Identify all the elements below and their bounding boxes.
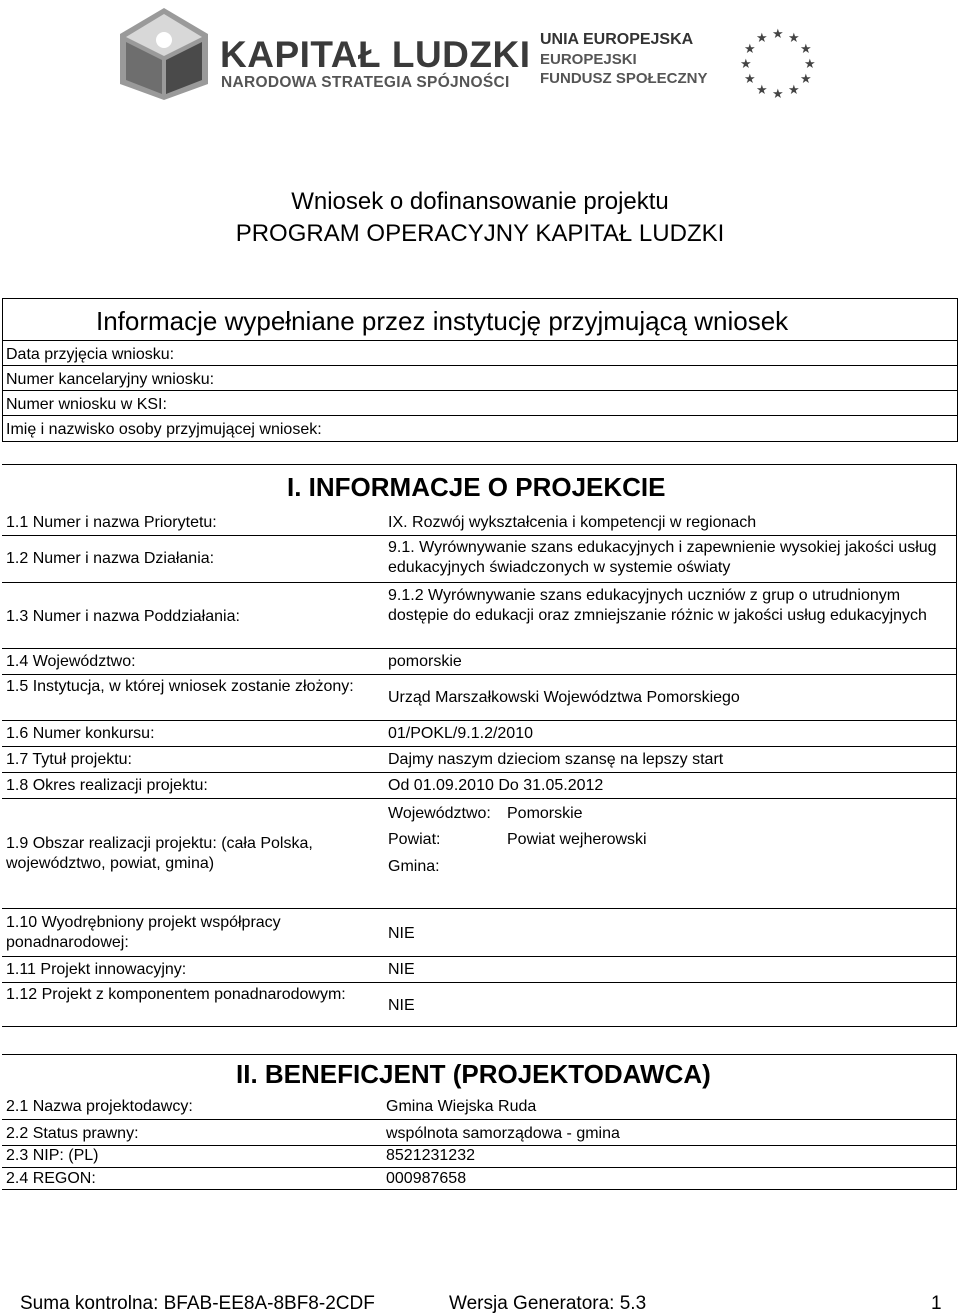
- footer-checksum: Suma kontrolna: BFAB-EE8A-8BF8-2CDF: [20, 1293, 375, 1314]
- field-1-2-label: 1.2 Numer i nazwa Działania:: [6, 550, 215, 567]
- ue-line-1: UNIA EUROPEJSKA: [540, 31, 694, 48]
- section1-heading: I. INFORMACJE O PROJEKCIE: [287, 472, 666, 502]
- svg-text:★: ★: [788, 31, 800, 46]
- field-1-3-label: 1.3 Numer i nazwa Poddziałania:: [6, 608, 240, 625]
- field-1-2-value: 9.1. Wyrównywanie szans edukacyjnych i zapewnienie wysokiej jakości usług edukacyjnych świadczonych w systemie oświaty: [388, 539, 937, 576]
- field-1-1-value: IX. Rozwój wykształcenia i kompetencji w regionach: [388, 514, 757, 531]
- field-1-9-pow-value: Powiat wejherowski: [507, 831, 647, 848]
- field-2-4-label: 2.4 REGON:: [6, 1170, 96, 1187]
- field-1-7-label: 1.7 Tytuł projektu:: [6, 751, 132, 768]
- field-1-10-value: NIE: [388, 925, 415, 942]
- field-1-1-label: 1.1 Numer i nazwa Priorytetu:: [6, 514, 217, 531]
- eu-flag-icon: [720, 22, 836, 102]
- document-title-line1: Wniosek o dofinansowanie projektu: [291, 188, 669, 215]
- svg-text:★: ★: [772, 27, 784, 42]
- footer-generator: Wersja Generatora: 5.3: [449, 1293, 647, 1314]
- field-1-8-value: Od 01.09.2010 Do 31.05.2012: [388, 777, 604, 794]
- field-1-9-gmi-label: Gmina:: [388, 858, 440, 875]
- svg-text:★: ★: [744, 42, 756, 57]
- svg-text:★: ★: [804, 57, 816, 72]
- field-1-10-label: 1.10 Wyodrębniony projekt współpracy ponadnarodowej:: [6, 914, 281, 951]
- svg-text:★: ★: [800, 42, 812, 57]
- svg-text:★: ★: [800, 72, 812, 87]
- field-1-12-label: 1.12 Projekt z komponentem ponadnarodowym:: [6, 986, 346, 1003]
- field-1-9-woj-value: Pomorskie: [507, 805, 583, 822]
- ue-line-2: EUROPEJSKI: [540, 51, 637, 68]
- field-1-6-value: 01/POKL/9.1.2/2010: [388, 725, 533, 742]
- field-1-5-value: Urząd Marszałkowski Województwa Pomorskiego: [388, 689, 740, 706]
- kapital-ludzki-title: KAPITAŁ LUDZKI: [220, 34, 531, 75]
- kapital-ludzki-subtitle: NARODOWA STRATEGIA SPÓJNOŚCI: [221, 74, 510, 91]
- intake-row: Imię i nazwisko osoby przyjmującej wniosek:: [6, 421, 322, 438]
- svg-text:★: ★: [740, 57, 752, 72]
- field-1-12-value: NIE: [388, 997, 415, 1014]
- footer-page-number: 1: [931, 1293, 942, 1314]
- document-title-line2: PROGRAM OPERACYJNY KAPITAŁ LUDZKI: [235, 220, 725, 247]
- field-1-4-value: pomorskie: [388, 653, 462, 670]
- field-2-3-value: 8521231232: [386, 1147, 475, 1164]
- svg-text:★: ★: [788, 83, 800, 98]
- intake-row: Numer kancelaryjny wniosku:: [6, 371, 215, 388]
- field-1-6-label: 1.6 Numer konkursu:: [6, 725, 155, 742]
- kapital-ludzki-logo-icon: [116, 4, 212, 104]
- svg-text:★: ★: [744, 72, 756, 87]
- intake-heading: Informacje wypełniane przez instytucję przyjmującą wniosek: [96, 306, 789, 336]
- field-1-9-pow-label: Powiat:: [388, 831, 441, 848]
- intake-row: Data przyjęcia wniosku:: [6, 346, 175, 363]
- section2-heading: II. BENEFICJENT (PROJEKTODAWCA): [236, 1059, 711, 1089]
- field-2-3-label: 2.3 NIP: (PL): [6, 1147, 99, 1164]
- field-1-8-label: 1.8 Okres realizacji projektu:: [6, 777, 208, 794]
- field-2-2-value: wspólnota samorządowa - gmina: [386, 1125, 620, 1142]
- intake-row: Numer wniosku w KSI:: [6, 396, 167, 413]
- field-2-4-value: 000987658: [386, 1170, 467, 1187]
- svg-text:★: ★: [756, 83, 768, 98]
- field-1-9-label: 1.9 Obszar realizacji projektu: (cała Polska, województwo, powiat, gmina): [6, 835, 313, 872]
- field-2-1-value: Gmina Wiejska Ruda: [386, 1098, 537, 1115]
- ue-line-3: FUNDUSZ SPOŁECZNY: [540, 70, 708, 87]
- field-1-5-label: 1.5 Instytucja, w której wniosek zostanie złożony:: [6, 678, 354, 695]
- field-1-11-label: 1.11 Projekt innowacyjny:: [6, 961, 187, 978]
- field-1-7-value: Dajmy naszym dzieciom szansę na lepszy start: [388, 751, 724, 768]
- field-2-1-label: 2.1 Nazwa projektodawcy:: [6, 1098, 193, 1115]
- header-logos: [0, 0, 960, 118]
- field-1-9-woj-label: Województwo:: [388, 805, 491, 822]
- field-1-3-value: 9.1.2 Wyrównywanie szans edukacyjnych uczniów z grup o utrudnionym dostępie do edukacji oraz zmniejszanie różnic w jakości usług edukacyjnych: [388, 587, 927, 624]
- field-1-4-label: 1.4 Województwo:: [6, 653, 136, 670]
- field-2-2-label: 2.2 Status prawny:: [6, 1125, 139, 1142]
- svg-text:★: ★: [756, 31, 768, 46]
- svg-text:★: ★: [772, 87, 784, 102]
- field-1-11-value: NIE: [388, 961, 415, 978]
